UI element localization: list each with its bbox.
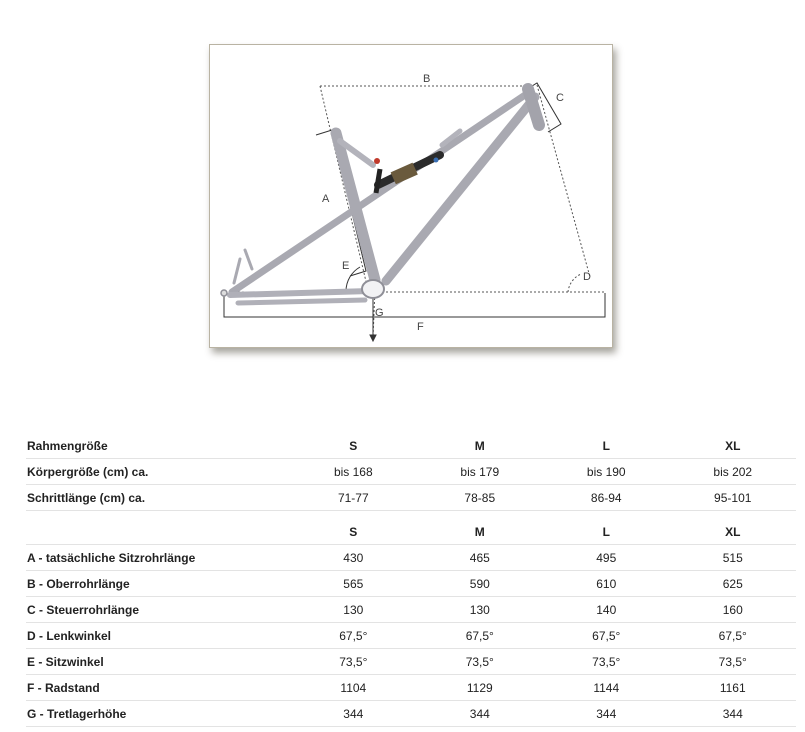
table-cell: 95-101: [669, 485, 796, 511]
table-row: [26, 649, 796, 675]
row-label: D - Lenkwinkel: [26, 623, 290, 649]
size-header-xl: XL: [669, 433, 796, 459]
table-cell: 67,5°: [417, 623, 543, 649]
table-row: [26, 459, 796, 485]
bike-frame-diagram: [210, 45, 612, 347]
table-row: [26, 571, 796, 597]
table-cell: 67,5°: [669, 623, 796, 649]
frame-tubes: [230, 89, 539, 303]
geometry-guide-lines: [230, 85, 604, 337]
table-cell: 495: [543, 545, 669, 571]
table-cell: 67,5°: [543, 623, 669, 649]
table-row: [26, 675, 796, 701]
size-header-s: S: [290, 519, 416, 545]
dimension-letter-b: B: [423, 73, 431, 85]
size-header-l: L: [543, 519, 669, 545]
table-cell: 73,5°: [290, 649, 416, 675]
dimension-letter-e: E: [342, 260, 350, 272]
size-header-m: M: [417, 519, 543, 545]
dimension-letter-g: G: [375, 307, 384, 319]
row-label: G - Tretlagerhöhe: [26, 701, 290, 727]
table-cell: 1161: [669, 675, 796, 701]
table-header-row: [26, 519, 796, 545]
size-header-m: M: [417, 433, 543, 459]
table-cell: 1104: [290, 675, 416, 701]
row-label: C - Steuerrohrlänge: [26, 597, 290, 623]
table-cell: 344: [669, 701, 796, 727]
row-label: A - tatsächliche Sitzrohrlänge: [26, 545, 290, 571]
table-header-row: [26, 433, 796, 459]
table-cell: 78-85: [417, 485, 543, 511]
table-cell: 73,5°: [543, 649, 669, 675]
table-cell: 1129: [417, 675, 543, 701]
table-cell: 565: [290, 571, 416, 597]
table-cell: 71-77: [290, 485, 416, 511]
dimension-letter-a: A: [322, 193, 330, 205]
row-label: F - Radstand: [26, 675, 290, 701]
size-header-xl: XL: [669, 519, 796, 545]
dimension-letter-c: C: [556, 92, 564, 104]
table-row: [26, 701, 796, 727]
table-cell: bis 179: [417, 459, 543, 485]
size-header-l: L: [543, 433, 669, 459]
table-cell: 344: [290, 701, 416, 727]
table-cell: 86-94: [543, 485, 669, 511]
table-cell: 344: [417, 701, 543, 727]
table-cell: 625: [669, 571, 796, 597]
table-row: [26, 623, 796, 649]
empty-header-cell: [26, 519, 290, 545]
table-cell: 590: [417, 571, 543, 597]
table-cell: 430: [290, 545, 416, 571]
table-cell: 465: [417, 545, 543, 571]
size-header-s: S: [290, 433, 416, 459]
table-cell: 610: [543, 571, 669, 597]
table-cell: bis 202: [669, 459, 796, 485]
table-cell: 515: [669, 545, 796, 571]
frame-geometry-figure: [209, 44, 613, 348]
table-cell: 140: [543, 597, 669, 623]
row-label: B - Oberrohrlänge: [26, 571, 290, 597]
table-cell: 67,5°: [290, 623, 416, 649]
table-cell: 130: [290, 597, 416, 623]
table-cell: 130: [417, 597, 543, 623]
table-cell: 1144: [543, 675, 669, 701]
size-geometry-table: [26, 433, 796, 727]
table-cell: bis 168: [290, 459, 416, 485]
table-cell: 73,5°: [417, 649, 543, 675]
bottom-bracket: [362, 280, 384, 298]
table-spacer: [26, 511, 796, 520]
frame-size-label: Rahmengröße: [26, 433, 290, 459]
row-label: E - Sitzwinkel: [26, 649, 290, 675]
table-row: [26, 485, 796, 511]
table-cell: 73,5°: [669, 649, 796, 675]
rear-dropout: [221, 290, 227, 296]
table-row: [26, 545, 796, 571]
table-cell: 344: [543, 701, 669, 727]
table-cell: 160: [669, 597, 796, 623]
dimension-letter-d: D: [583, 271, 591, 283]
dimension-letter-f: F: [417, 321, 424, 333]
row-label: Schrittlänge (cm) ca.: [26, 485, 290, 511]
table-cell: bis 190: [543, 459, 669, 485]
table-row: [26, 597, 796, 623]
row-label: Körpergröße (cm) ca.: [26, 459, 290, 485]
